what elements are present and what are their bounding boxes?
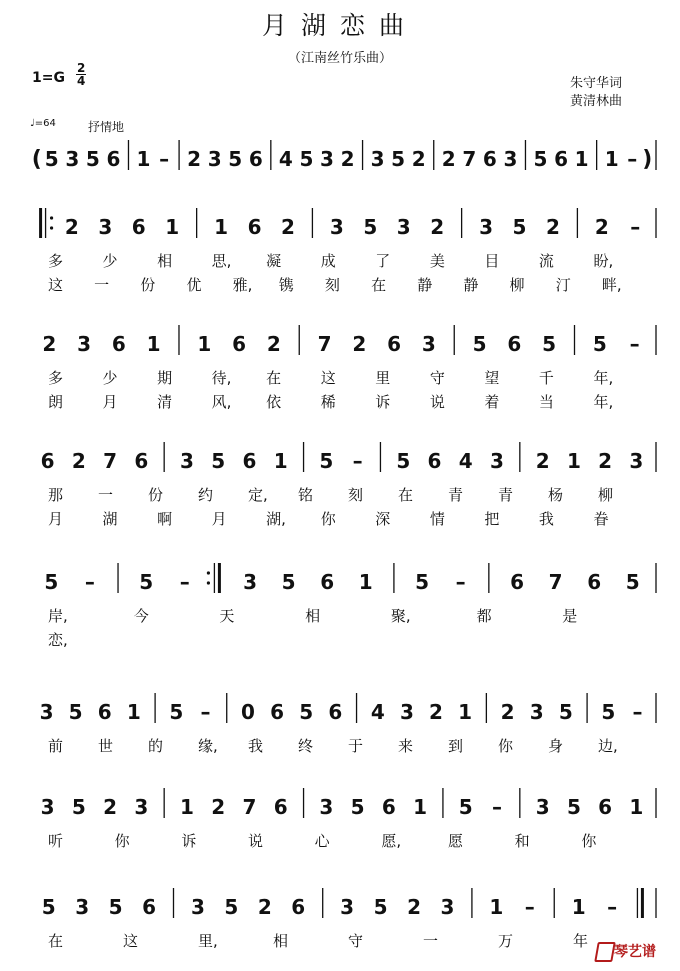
note: 6: [482, 147, 497, 171]
lyric-syllable: 今: [133, 607, 149, 625]
lyric-syllable: 汀: [555, 276, 571, 294]
lyric-syllable: 着: [484, 393, 500, 411]
note: 2: [429, 700, 443, 724]
note: 2: [545, 215, 560, 239]
lyric-syllable: 清: [157, 393, 173, 411]
lyric-syllable: 优: [186, 276, 202, 294]
lyric-syllable: 眷: [593, 510, 609, 528]
key-signature: 1=G: [32, 70, 65, 86]
note: 3: [479, 215, 494, 239]
note: 6: [142, 895, 157, 919]
lyric-syllable: 我: [248, 737, 264, 755]
note: 1: [197, 332, 212, 356]
note: 5: [41, 895, 56, 919]
note: 2: [340, 147, 355, 171]
note: 1: [604, 147, 619, 171]
note: 6: [273, 795, 288, 819]
lyric-syllable: 稀: [320, 393, 336, 411]
note: 2: [594, 215, 609, 239]
lyric-syllable: 守: [348, 932, 364, 950]
note: 5: [108, 895, 123, 919]
note: 1: [146, 332, 161, 356]
note: 0: [241, 700, 255, 724]
note: 6: [232, 332, 247, 356]
lyric-syllable: 身: [548, 737, 564, 755]
dash-note: –: [84, 570, 95, 594]
dash-note: –: [524, 895, 535, 919]
watermark-text: 琴艺谱: [614, 944, 656, 960]
repeat-dot: [207, 581, 210, 584]
composer-credit: 黄清林曲: [570, 94, 623, 109]
lyric-syllable: 美: [429, 252, 445, 270]
lyric-syllable: 凝: [266, 252, 282, 270]
note: 5: [512, 215, 527, 239]
note: 2: [430, 215, 445, 239]
note: 4: [370, 700, 385, 724]
lyric-syllable: 心: [314, 832, 330, 850]
note: 6: [587, 570, 602, 594]
lyric-syllable: 相: [305, 607, 321, 625]
note: 6: [387, 332, 402, 356]
lyric-syllable: 柳: [598, 486, 614, 504]
note: 5: [71, 795, 86, 819]
lyric-syllable: 年,: [593, 369, 614, 387]
lyric-syllable: 天: [219, 607, 235, 625]
note: 1: [574, 147, 589, 171]
note: 3: [40, 795, 55, 819]
lyric-syllable: 定,: [248, 486, 268, 504]
lyric-syllable: 约: [198, 486, 214, 504]
note: 4: [278, 147, 293, 171]
lyric-syllable: 年,: [593, 393, 614, 411]
note: 5: [299, 147, 314, 171]
note: 6: [248, 147, 263, 171]
lyric-syllable: 少: [102, 252, 118, 270]
tempo-marking: ♩=64: [30, 118, 56, 129]
note: 6: [320, 570, 335, 594]
dash-note: –: [492, 795, 502, 819]
lyric-syllable: 愿,: [381, 832, 402, 850]
note: 6: [40, 449, 55, 473]
lyric-syllable: 望: [484, 369, 500, 387]
lyric-syllable: 啊: [157, 510, 173, 528]
lyric-syllable: 都: [476, 607, 492, 625]
lyric-syllable: 的: [148, 737, 164, 755]
lyric-syllable: 刻: [348, 486, 364, 504]
lyric-syllable: 你: [114, 832, 130, 850]
note: 4: [458, 449, 473, 473]
lyric-syllable: 畔,: [601, 276, 622, 294]
note: 6: [247, 215, 262, 239]
lyric-syllable: 愿: [448, 832, 464, 850]
note: 5: [373, 895, 388, 919]
lyric-syllable: 柳: [509, 276, 525, 294]
lyric-syllable: 缘,: [198, 737, 218, 755]
lyric-syllable: 在: [266, 369, 282, 387]
lyric-syllable: 这: [123, 932, 139, 950]
lyric-syllable: 和: [514, 832, 530, 850]
dash-note: –: [632, 700, 643, 724]
note: 3: [399, 700, 414, 724]
paren: (: [31, 147, 42, 172]
dash-note: –: [627, 147, 638, 171]
note: 6: [270, 700, 285, 724]
lyric-syllable: 流: [538, 252, 554, 270]
lyric-syllable: 朗: [48, 393, 64, 411]
note: 1: [273, 449, 288, 473]
lyric-syllable: 在: [371, 276, 387, 294]
lyric-syllable: 里: [375, 369, 391, 387]
score-subtitle: （江南丝竹乐曲）: [287, 51, 392, 66]
note: 6: [106, 147, 121, 171]
lyric-syllable: 深: [375, 510, 391, 528]
lyric-syllable: 月: [48, 510, 64, 528]
note: 5: [44, 570, 59, 594]
note: 2: [535, 449, 550, 473]
dash-note: –: [159, 147, 170, 171]
lyric-syllable: 来: [398, 737, 414, 755]
note: 3: [370, 147, 385, 171]
note: 7: [462, 147, 477, 171]
note: 5: [319, 449, 334, 473]
note: 3: [180, 449, 194, 473]
dash-note: –: [629, 332, 640, 356]
lyric-syllable: 终: [298, 737, 314, 755]
lyric-syllable: 相: [273, 932, 289, 950]
note: 5: [169, 700, 184, 724]
lyric-syllable: 诉: [181, 832, 197, 850]
lyric-syllable: 守: [429, 369, 445, 387]
note: 3: [243, 570, 257, 594]
note: 3: [629, 449, 644, 473]
note: 1: [126, 700, 141, 724]
note: 3: [329, 215, 344, 239]
note: 1: [489, 895, 504, 919]
note: 2: [187, 147, 202, 171]
lyric-syllable: 聚,: [390, 607, 411, 625]
lyric-syllable: 成: [320, 252, 336, 270]
lyric-syllable: 一: [98, 486, 114, 504]
repeat-dot: [50, 216, 53, 219]
note: 7: [548, 570, 563, 594]
dash-note: –: [607, 895, 618, 919]
note: 1: [136, 147, 151, 171]
note: 1: [566, 449, 581, 473]
note: 5: [415, 570, 430, 594]
dash-note: –: [179, 570, 190, 594]
note: 3: [65, 147, 80, 171]
lyric-syllable: 多: [48, 369, 64, 387]
lyric-syllable: 诉: [375, 393, 391, 411]
lyric-syllable: 期: [157, 369, 173, 387]
note: 7: [103, 449, 118, 473]
note: 7: [317, 332, 332, 356]
note: 5: [44, 147, 59, 171]
lyric-syllable: 说: [429, 393, 445, 411]
lyric-syllable: 杨: [548, 486, 564, 504]
note: 3: [440, 895, 455, 919]
lyric-syllable: 刻: [324, 276, 340, 294]
lyric-syllable: 依: [266, 393, 282, 411]
note: 3: [75, 895, 90, 919]
note: 5: [472, 332, 487, 356]
lyric-syllable: 是: [562, 607, 578, 625]
note: 2: [407, 895, 421, 919]
score-title: 月湖恋曲: [261, 11, 418, 40]
note: 1: [180, 795, 194, 819]
dash-note: –: [455, 570, 466, 594]
note: 5: [558, 700, 573, 724]
note: 2: [211, 795, 226, 819]
lyric-syllable: 湖,: [266, 510, 286, 528]
paren: ): [642, 147, 653, 172]
note: 2: [257, 895, 272, 919]
note: 5: [601, 700, 616, 724]
lyric-syllable: 前: [48, 737, 64, 755]
note: 2: [71, 449, 86, 473]
note: 5: [625, 570, 640, 594]
note: 6: [291, 895, 306, 919]
lyric-syllable: 镌: [278, 276, 294, 294]
lyric-syllable: 月: [211, 510, 227, 528]
lyric-syllable: 说: [248, 832, 264, 850]
note: 3: [319, 795, 334, 819]
lyric-syllable: 当: [538, 393, 554, 411]
note: 6: [427, 449, 442, 473]
lyric-syllable: 静: [463, 276, 479, 294]
note: 2: [64, 215, 79, 239]
repeat-dot: [207, 571, 210, 574]
note: 6: [131, 215, 146, 239]
lyric-syllable: 风,: [211, 393, 232, 411]
note: 3: [39, 700, 54, 724]
note: 3: [98, 215, 113, 239]
lyric-syllable: 盼,: [593, 252, 614, 270]
lyric-syllable: 千: [538, 369, 554, 387]
lyric-syllable: 这: [320, 369, 336, 387]
note: 5: [542, 332, 557, 356]
note: 2: [500, 700, 515, 724]
note: 6: [328, 700, 343, 724]
lyric-syllable: 把: [484, 510, 500, 528]
note: 5: [68, 700, 83, 724]
lyric-syllable: 万: [498, 932, 514, 950]
lyric-syllable: 思,: [211, 252, 232, 270]
note: 6: [381, 795, 396, 819]
note: 3: [490, 449, 504, 473]
note: 6: [507, 332, 522, 356]
lyric-syllable: 在: [398, 486, 414, 504]
note: 5: [350, 795, 365, 819]
note: 3: [190, 895, 205, 919]
expression-marking: 抒情地: [88, 120, 125, 134]
lyric-syllable: 份: [140, 276, 156, 294]
note: 3: [396, 215, 411, 239]
note: 6: [510, 570, 524, 594]
note: 6: [598, 795, 613, 819]
lyric-syllable: 我: [538, 510, 554, 528]
note: 6: [134, 449, 149, 473]
lyric-syllable: 雅,: [232, 276, 253, 294]
note: 3: [529, 700, 544, 724]
note: 2: [266, 332, 281, 356]
lyric-syllable: 多: [48, 252, 64, 270]
lyric-syllable: 待,: [211, 369, 232, 387]
note: 3: [535, 795, 550, 819]
note: 3: [320, 147, 334, 171]
note: 5: [458, 795, 473, 819]
note: 2: [103, 795, 118, 819]
note: 2: [598, 449, 613, 473]
lyric-syllable: 在: [48, 932, 64, 950]
note: 5: [391, 147, 406, 171]
note: 5: [228, 147, 243, 171]
lyric-syllable: 少: [102, 369, 118, 387]
lyric-syllable: 铭: [298, 486, 314, 504]
lyric-syllable: 这: [48, 276, 64, 294]
note: 3: [340, 895, 355, 919]
note: 5: [299, 700, 314, 724]
note: 3: [421, 332, 436, 356]
lyric-syllable: 目: [484, 252, 500, 270]
note: 5: [139, 570, 154, 594]
lyric-syllable: 你: [498, 737, 514, 755]
note: 2: [441, 147, 456, 171]
note: 1: [358, 570, 373, 594]
note: 2: [411, 147, 426, 171]
lyric-syllable: 于: [348, 737, 364, 755]
note: 3: [77, 332, 92, 356]
lyric-syllable: 青: [498, 486, 514, 504]
note: 3: [503, 147, 518, 171]
note: 5: [566, 795, 581, 819]
note: 5: [85, 147, 100, 171]
note: 1: [571, 895, 586, 919]
dash-note: –: [352, 449, 363, 473]
lyric-syllable: 一: [94, 276, 110, 294]
note: 6: [111, 332, 126, 356]
lyric-syllable: 一: [423, 932, 439, 950]
lyricist-credit: 朱守华词: [570, 76, 623, 91]
lyric-syllable: 情: [429, 510, 445, 528]
note: 1: [629, 795, 644, 819]
dash-note: –: [630, 215, 641, 239]
note: 1: [413, 795, 428, 819]
note: 2: [281, 215, 295, 239]
lyric-syllable: 恋,: [48, 631, 68, 649]
lyric-syllable: 相: [157, 252, 173, 270]
lyric-syllable: 你: [320, 510, 336, 528]
lyric-syllable: 湖: [102, 510, 118, 528]
lyric-syllable: 世: [98, 737, 114, 755]
note: 6: [242, 449, 257, 473]
lyric-syllable: 里,: [198, 932, 218, 950]
note: 5: [592, 332, 607, 356]
lyric-syllable: 到: [448, 737, 464, 755]
note: 5: [281, 570, 296, 594]
lyric-syllable: 那: [48, 486, 64, 504]
note: 3: [207, 147, 222, 171]
time-signature-bottom: 4: [77, 74, 86, 88]
note: 7: [242, 795, 257, 819]
repeat-dot: [50, 226, 53, 229]
watermark-logo-icon: [594, 942, 616, 962]
time-signature-top: 2: [77, 61, 86, 75]
lyric-syllable: 静: [417, 276, 433, 294]
lyric-syllable: 份: [148, 486, 164, 504]
note: 5: [533, 147, 548, 171]
note: 5: [363, 215, 378, 239]
lyric-syllable: 青: [448, 486, 464, 504]
lyric-syllable: 了: [375, 252, 391, 270]
note: 2: [352, 332, 367, 356]
lyric-syllable: 岸,: [48, 607, 68, 625]
lyric-syllable: 年: [573, 932, 589, 950]
lyric-syllable: 听: [48, 832, 64, 850]
note: 5: [224, 895, 239, 919]
note: 1: [165, 215, 180, 239]
note: 1: [214, 215, 229, 239]
lyric-syllable: 月: [102, 393, 118, 411]
dash-note: –: [200, 700, 211, 724]
note: 5: [211, 449, 226, 473]
note: 5: [396, 449, 411, 473]
lyric-syllable: 你: [581, 832, 597, 850]
note: 2: [42, 332, 57, 356]
note: 6: [554, 147, 569, 171]
note: 6: [97, 700, 112, 724]
lyric-syllable: 边,: [598, 737, 618, 755]
note: 3: [134, 795, 149, 819]
note: 1: [458, 700, 473, 724]
